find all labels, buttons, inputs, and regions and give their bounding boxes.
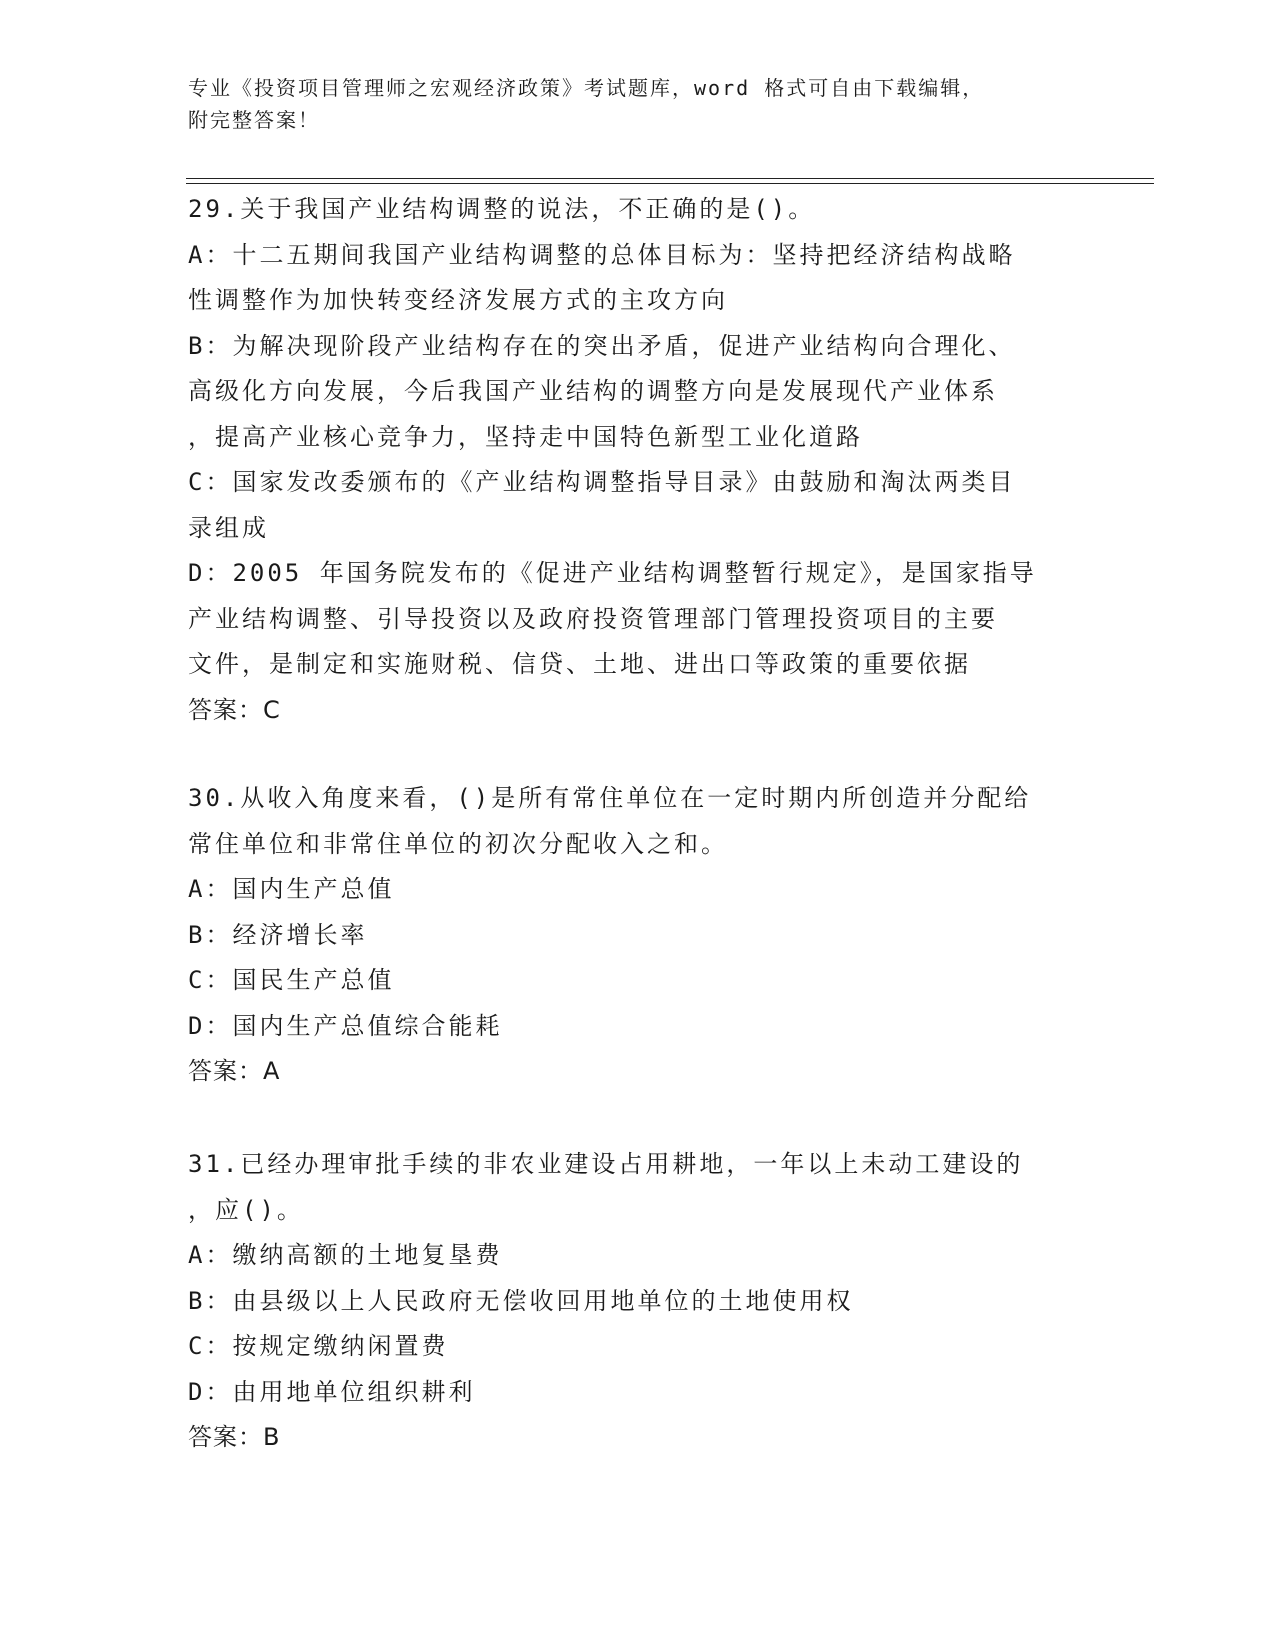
option-b: B：由县级以上人民政府无偿收回用地单位的土地使用权 (188, 1286, 854, 1315)
answer-label: 答案：B (188, 1423, 281, 1451)
option-a-cont: 性调整作为加快转变经济发展方式的主攻方向 (188, 286, 728, 314)
answer-label: 答案：A (188, 1057, 281, 1085)
option-b: B：为解决现阶段产业结构存在的突出矛盾，促进产业结构向合理化、 (188, 331, 1016, 360)
header-divider-bottom (186, 183, 1154, 184)
option-a: A：缴纳高额的土地复垦费 (188, 1241, 503, 1269)
option-c: C：国家发改委颁布的《产业结构调整指导目录》由鼓励和淘汰两类目 (188, 468, 1016, 496)
option-d: D：国内生产总值综合能耗 (188, 1011, 503, 1040)
question-29 (188, 187, 1088, 733)
option-a: A：十二五期间我国产业结构调整的总体目标为：坚持把经济结构战略 (188, 240, 1016, 269)
option-b-cont: ，提高产业核心竞争力，坚持走中国特色新型工业化道路 (188, 422, 863, 451)
question-stem-cont: 常住单位和非常住单位的初次分配收入之和。 (188, 829, 728, 858)
option-a: A：国内生产总值 (188, 875, 395, 903)
option-d: D：由用地单位组织耕利 (188, 1377, 476, 1406)
option-d-cont: 产业结构调整、引导投资以及政府投资管理部门管理投资项目的主要 (188, 604, 998, 633)
question-stem-cont: ，应()。 (188, 1195, 304, 1224)
header-divider-top (186, 178, 1154, 179)
option-c: C：国民生产总值 (188, 966, 395, 994)
option-b: B：经济增长率 (188, 920, 368, 949)
question-stem: 30.从收入角度来看，()是所有常住单位在一定时期内所创造并分配给 (188, 784, 1032, 812)
option-c: C：按规定缴纳闲置费 (188, 1332, 449, 1360)
question-30 (188, 776, 1088, 1095)
question-stem: 31.已经办理审批手续的非农业建设占用耕地，一年以上未动工建设的 (188, 1150, 1024, 1178)
document-header (188, 72, 1068, 136)
header-line-1: 专业《投资项目管理师之宏观经济政策》考试题库，word 格式可自由下载编辑， (188, 76, 985, 100)
option-d: D：2005 年国务院发布的《促进产业结构调整暂行规定》，是国家指导 (188, 559, 1037, 587)
option-b-cont: 高级化方向发展，今后我国产业结构的调整方向是发展现代产业体系 (188, 377, 998, 405)
option-d-cont: 文件，是制定和实施财税、信贷、土地、进出口等政策的重要依据 (188, 650, 971, 678)
question-31 (188, 1142, 1088, 1461)
option-c-cont: 录组成 (188, 513, 269, 542)
answer-label: 答案：C (188, 695, 281, 724)
question-stem: 29.关于我国产业结构调整的说法，不正确的是()。 (188, 195, 816, 223)
header-line-2: 附完整答案！ (188, 108, 320, 132)
